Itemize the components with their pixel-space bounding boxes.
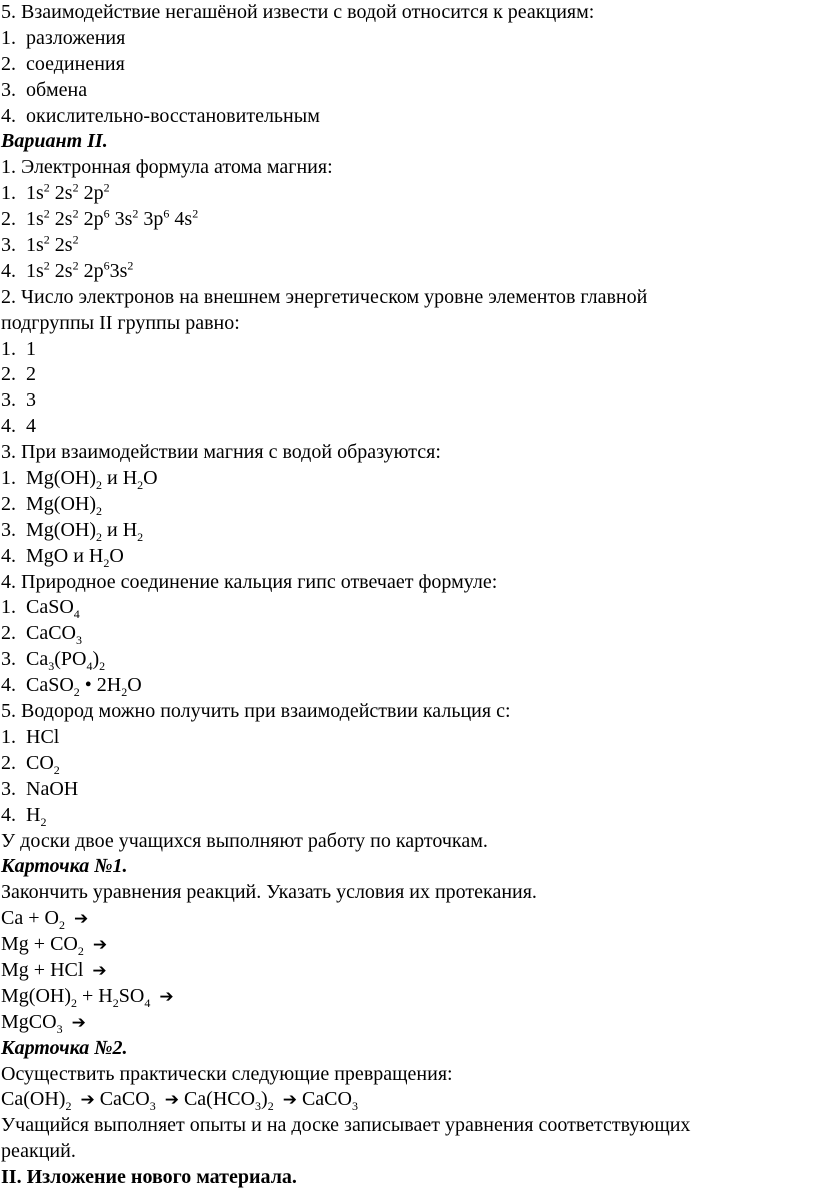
item-number: 3.	[1, 234, 16, 257]
text-line	[1, 285, 816, 311]
text-line	[1, 155, 816, 181]
line-content: окислительно-восстановительным	[26, 104, 320, 127]
item-number: 1.	[1, 26, 16, 49]
text-line	[1, 466, 816, 492]
text-line	[1, 803, 816, 829]
item-number: 1.	[1, 725, 16, 748]
line-content: Карточка №1.	[1, 855, 128, 878]
line-content: CaCO$_3$	[26, 622, 82, 648]
text-line	[1, 440, 816, 466]
text-line	[1, 26, 816, 52]
line-content: MgCO$_3$ ➔	[1, 1010, 86, 1036]
item-number: 2.	[1, 622, 16, 645]
text-line	[1, 854, 816, 880]
line-content: Mg + HCl ➔	[1, 958, 107, 981]
text-line	[1, 829, 816, 855]
line-content: $Mg + CO_2$ ➔	[1, 933, 108, 959]
text-line	[1, 518, 816, 544]
text-line	[1, 1087, 816, 1113]
item-number: 2.	[1, 208, 16, 231]
line-content: 2	[26, 363, 36, 386]
line-content: NaOH	[26, 777, 79, 800]
line-content: $Mg(OH)_2$ и $H_2$	[26, 518, 144, 544]
text-line	[1, 104, 816, 130]
text-line	[1, 207, 816, 233]
line-content: CaSO$_2$ • $2H_2O$	[26, 674, 142, 700]
item-number: 1.	[1, 337, 16, 360]
line-content: Осуществить практически следующие превращения:	[1, 1062, 453, 1085]
line-content: $1s^2$ $2s^2$ $2p^6$ $3s^2$ $3p^6$ $4s^2$	[26, 206, 199, 231]
line-content: $Mg(OH)_2 + H_2SO_4$ ➔	[1, 984, 174, 1010]
text-line	[1, 777, 816, 803]
line-content: 5. Водород можно получить при взаимодействии кальция с:	[1, 700, 511, 723]
text-line	[1, 233, 816, 259]
text-line	[1, 1139, 816, 1165]
item-number: 4.	[1, 415, 16, 438]
line-content: соединения	[26, 52, 125, 75]
item-number: 2.	[1, 363, 16, 386]
text-line	[1, 699, 816, 725]
line-content: CaSO$_4$	[26, 596, 80, 622]
item-number: 1.	[1, 467, 16, 490]
text-line	[1, 1010, 816, 1036]
line-content: $Mg(OH)_2$ и $H_2O$	[26, 467, 158, 493]
text-line	[1, 673, 816, 699]
text-line	[1, 932, 816, 958]
text-line	[1, 984, 816, 1010]
line-content: реакций.	[1, 1140, 76, 1163]
text-line	[1, 337, 816, 363]
text-line	[1, 388, 816, 414]
text-line	[1, 492, 816, 518]
line-content: 3. При взаимодействии магния с водой образуются:	[1, 441, 441, 464]
line-content: $1s^2$ $2s^2$ $2p^63s^2$	[26, 258, 134, 282]
line-content: $CO_2$	[26, 751, 60, 777]
item-number: 3.	[1, 648, 16, 671]
item-number: 4.	[1, 104, 16, 127]
line-content: $1s^2$ $2s^2$	[26, 232, 79, 257]
line-content: $Ca + O_2$ ➔	[1, 907, 89, 933]
text-line	[1, 544, 816, 570]
text-line	[1, 311, 816, 337]
line-content: обмена	[26, 78, 88, 101]
text-line	[1, 725, 816, 751]
text-line	[1, 0, 816, 26]
line-content: 4	[26, 415, 36, 438]
line-content: Карточка №2.	[1, 1036, 128, 1059]
line-content: У доски двое учащихся выполняют работу по карточкам.	[1, 829, 488, 852]
text-line	[1, 595, 816, 621]
line-content: подгруппы II группы равно:	[1, 311, 240, 334]
line-content: MgO и $H_2O$	[26, 544, 124, 570]
line-content: $1s^2$ $2s^2$ $2p^2$	[26, 180, 110, 205]
text-line	[1, 621, 816, 647]
line-content: 1	[26, 337, 36, 360]
line-content: 3	[26, 389, 36, 412]
line-content: $Ca_3(PO_4)_2$	[26, 648, 106, 674]
text-line	[1, 362, 816, 388]
line-content: 4. Природное соединение кальция гипс отвечает формуле:	[1, 570, 498, 593]
item-number: 3.	[1, 78, 16, 101]
item-number: 3.	[1, 518, 16, 541]
line-content: $H_2$	[26, 803, 47, 829]
text-line	[1, 1165, 816, 1191]
text-line	[1, 570, 816, 596]
line-content: $Mg(OH)_2$	[26, 492, 102, 518]
item-number: 3.	[1, 777, 16, 800]
item-number: 2.	[1, 52, 16, 75]
item-number: 4.	[1, 544, 16, 567]
text-line	[1, 958, 816, 984]
line-content: 2. Число электронов на внешнем энергетическом уровне элементов главной	[1, 285, 648, 308]
item-number: 1.	[1, 596, 16, 619]
item-number: 2.	[1, 492, 16, 515]
item-number: 3.	[1, 389, 16, 412]
line-content: $Ca(OH)_2$ ➔ CaCO$_3$ ➔ $Ca(HCO_3)_2$ ➔ CaCO$_3$	[1, 1088, 358, 1114]
item-number: 4.	[1, 674, 16, 697]
line-content: II. Изложение нового материала.	[1, 1166, 297, 1189]
line-content: Вариант II.	[1, 130, 108, 153]
line-content: разложения	[26, 26, 126, 49]
text-line	[1, 129, 816, 155]
item-number: 1.	[1, 182, 16, 205]
text-line	[1, 647, 816, 673]
text-line	[1, 880, 816, 906]
text-line	[1, 1036, 816, 1062]
line-content: 1. Электронная формула атома магния:	[1, 156, 333, 179]
text-line	[1, 1062, 816, 1088]
text-line	[1, 414, 816, 440]
line-content: 5. Взаимодействие негашёной извести с водой относится к реакциям:	[1, 1, 595, 23]
text-line	[1, 259, 816, 285]
text-line	[1, 78, 816, 104]
text-line	[1, 181, 816, 207]
item-number: 2.	[1, 751, 16, 774]
item-number: 4.	[1, 259, 16, 282]
text-line	[1, 751, 816, 777]
line-content: Учащийся выполняет опыты и на доске записывает уравнения соответствующих	[1, 1114, 691, 1137]
line-content: HCl	[26, 725, 60, 748]
text-line	[1, 52, 816, 78]
line-content: Закончить уравнения реакций. Указать условия их протекания.	[1, 881, 537, 904]
text-line	[1, 906, 816, 932]
item-number: 4.	[1, 803, 16, 826]
text-line	[1, 1113, 816, 1139]
